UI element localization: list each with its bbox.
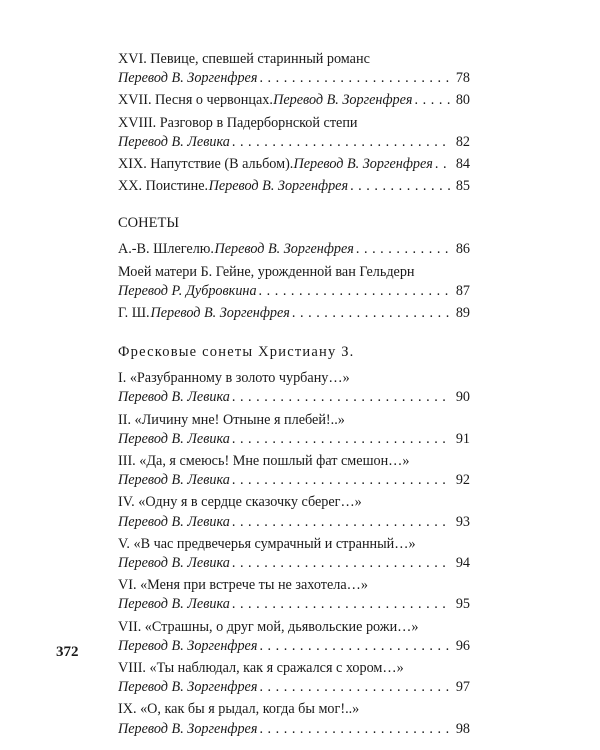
entry-page: 86 (455, 241, 470, 258)
dot-leader (259, 637, 450, 656)
entry-translator: Перевод Р. Дубровкина (118, 282, 257, 299)
entry-translator: Перевод В. Левика (118, 430, 230, 447)
entry-title: Моей матери Б. Гейне, урожденной ван Гельдерн (118, 263, 415, 280)
toc-entry[interactable] (118, 659, 470, 697)
entry-translator: Перевод В. Зоргенфрея (273, 92, 413, 109)
dot-leader (435, 155, 450, 174)
entry-translator: Перевод В. Левика (118, 596, 230, 613)
dot-leader (415, 91, 450, 110)
dot-leader (232, 513, 450, 532)
section-sonnets (118, 240, 470, 323)
entry-title: VI. «Меня при встрече ты не захотела…» (118, 577, 368, 594)
entry-page: 97 (455, 679, 470, 696)
entry-translator: Перевод В. Зоргенфрея (118, 70, 258, 87)
entry-page: 91 (455, 430, 470, 447)
toc-entry[interactable] (118, 411, 470, 449)
section-heading-fresco-sonnets: Фресковые сонеты Христиану З. (118, 344, 355, 361)
toc-entry[interactable] (118, 304, 470, 323)
entry-title: XX. Поистине. (118, 178, 209, 195)
entry-translator: Перевод В. Зоргенфрея (118, 679, 258, 696)
entry-translator: Перевод В. Зоргенфрея (118, 637, 258, 654)
dot-leader (259, 282, 450, 301)
toc-entry[interactable] (118, 452, 470, 490)
toc-entry[interactable] (118, 618, 470, 656)
entry-title: Г. Ш. (118, 305, 150, 322)
toc-entry[interactable] (118, 369, 470, 407)
entry-title: V. «В час предвечерья сумрачный и странный…» (118, 535, 416, 552)
entry-translator: Перевод В. Зоргенфрея (214, 241, 354, 258)
dot-leader (259, 720, 450, 739)
dot-leader (232, 133, 450, 152)
dot-leader (292, 304, 450, 323)
dot-leader (232, 471, 450, 490)
section-fresco-sonnets (118, 369, 470, 739)
entry-page: 78 (455, 70, 470, 87)
dot-leader (232, 554, 450, 573)
entry-page: 89 (455, 305, 470, 322)
entry-page: 84 (455, 156, 470, 173)
table-of-contents (118, 50, 470, 742)
entry-title: VII. «Страшны, о друг мой, дьявольские рожи…» (118, 618, 419, 635)
dot-leader (232, 430, 450, 449)
entry-page: 92 (455, 472, 470, 489)
entry-translator: Перевод В. Левика (118, 472, 230, 489)
toc-entry[interactable] (118, 493, 470, 531)
toc-entry[interactable] (118, 91, 470, 110)
dot-leader (232, 388, 450, 407)
dot-leader (232, 595, 450, 614)
section-heading-sonnets: СОНЕТЫ (118, 215, 179, 232)
entry-translator: Перевод В. Зоргенфрея (293, 156, 433, 173)
toc-entry[interactable] (118, 700, 470, 738)
toc-entry[interactable] (118, 240, 470, 259)
entry-title: XVIII. Разговор в Падерборнской степи (118, 114, 358, 131)
entry-page: 95 (455, 596, 470, 613)
entry-translator: Перевод В. Зоргенфрея (150, 305, 290, 322)
entry-translator: Перевод В. Зоргенфрея (118, 720, 258, 737)
entry-title: III. «Да, я смеюсь! Мне пошлый фат смешон…» (118, 453, 410, 470)
dot-leader (350, 177, 450, 196)
entry-translator: Перевод В. Зоргенфрея (208, 178, 349, 195)
toc-entry[interactable] (118, 576, 470, 614)
entry-title: XVI. Певице, спевшей старинный романс (118, 51, 370, 67)
entry-page: 87 (455, 282, 470, 299)
dot-leader (259, 678, 450, 697)
entry-page: 93 (455, 513, 470, 530)
entry-title: А.-В. Шлегелю. (118, 241, 214, 258)
entry-translator: Перевод В. Левика (118, 513, 230, 530)
entry-translator: Перевод В. Левика (118, 555, 230, 572)
entry-page: 82 (455, 133, 470, 150)
page-number: 372 (56, 644, 79, 660)
dot-leader (259, 69, 450, 88)
entry-translator: Перевод В. Левика (118, 133, 230, 150)
entry-title: IX. «О, как бы я рыдал, когда бы мог!..» (118, 701, 360, 718)
entry-title: VIII. «Ты наблюдал, как я сражался с хором…» (118, 660, 404, 677)
entry-title: I. «Разубранному в золото чурбану…» (118, 370, 350, 387)
entry-page: 96 (455, 637, 470, 654)
entry-page: 98 (455, 720, 470, 737)
dot-leader (356, 240, 450, 259)
entry-title: XIX. Напутствие (В альбом). (118, 156, 294, 173)
entry-page: 80 (455, 92, 470, 109)
section-continued (118, 50, 470, 196)
entry-title: II. «Личину мне! Отныне я плебей!..» (118, 411, 345, 428)
toc-entry[interactable] (118, 50, 470, 88)
entry-page: 85 (455, 178, 470, 195)
toc-entry[interactable] (118, 114, 470, 152)
toc-entry[interactable] (118, 177, 470, 196)
entry-translator: Перевод В. Левика (118, 389, 230, 406)
toc-entry[interactable] (118, 263, 470, 301)
entry-page: 94 (455, 555, 470, 572)
toc-entry[interactable] (118, 155, 470, 174)
entry-title: XVII. Песня о червонцах. (118, 92, 273, 109)
entry-page: 90 (455, 389, 470, 406)
entry-title: IV. «Одну я в сердце сказочку сберег…» (118, 494, 362, 511)
toc-entry[interactable] (118, 535, 470, 573)
